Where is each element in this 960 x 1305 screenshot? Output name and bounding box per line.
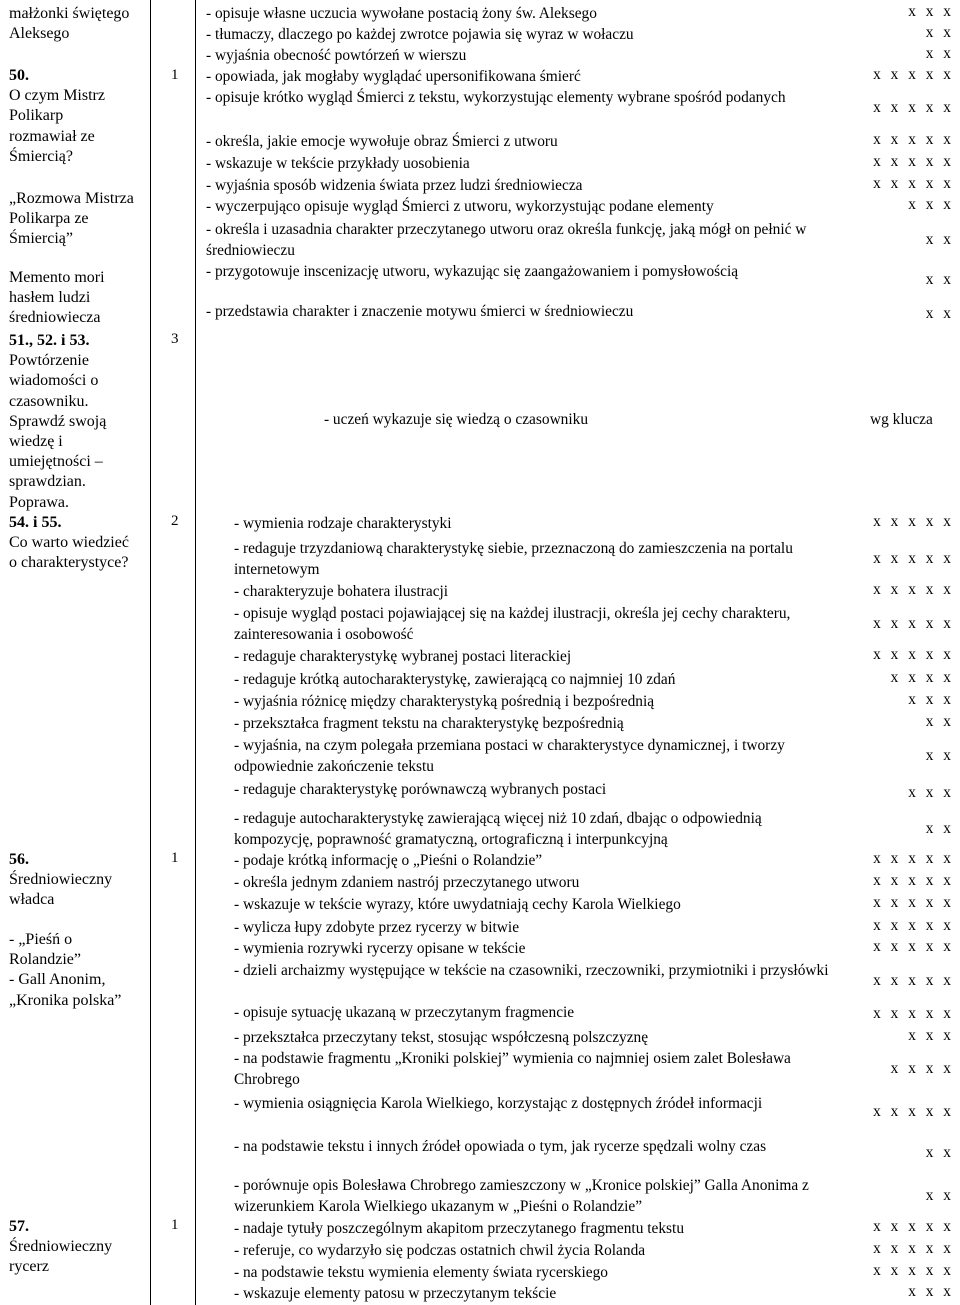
grade-marks: x x	[925, 45, 954, 62]
requirement-text: - określa, jakie emocje wywołuje obraz Śmierci z utworu	[206, 133, 558, 150]
topic-line: rycerz	[9, 1258, 49, 1276]
grade-marks: x x x x x	[873, 872, 954, 889]
lesson-number: 51., 52. i 53.	[9, 332, 90, 349]
grade-marks: x x x x x	[873, 972, 954, 989]
hours-value: 1	[171, 850, 179, 866]
requirement-text: - wymienia rozrywki rycerzy opisane w tekście	[234, 940, 526, 957]
requirement-text: - wyczerpująco opisuje wygląd Śmierci z utworu, wykorzystując podane elementy	[206, 198, 714, 215]
requirement-text: - na podstawie fragmentu „Kroniki polskiej” wymienia co najmniej osiem zalet Bolesława Chrobrego	[234, 1050, 791, 1088]
grade-marks: x x	[925, 305, 954, 322]
hours-value: 2	[171, 513, 179, 529]
grade-marks: x x x x x	[873, 1005, 954, 1022]
column-divider	[195, 0, 196, 1305]
topic-line: Rolandzie”	[9, 951, 81, 969]
topic-line: - „Pieśń o	[9, 931, 73, 948]
requirement-text: - nadaje tytuły poszczególnym akapitom przeczytanego fragmentu tekstu	[234, 1220, 685, 1237]
grade-marks: x x x	[908, 1027, 954, 1044]
lesson-51-53	[9, 331, 149, 513]
requirement-text: - redaguje krótką autocharakterystykę, zawierającą co najmniej 10 zdań	[234, 671, 676, 688]
requirement-text: - wskazuje w tekście przykłady uosobienia	[206, 155, 470, 172]
grade-marks: x x x x x	[873, 850, 954, 867]
grade-marks: x x x x x	[873, 153, 954, 170]
requirement-text: - przekształca przeczytany tekst, stosując współczesną polszczyznę	[234, 1029, 649, 1046]
lesson-56	[9, 850, 149, 911]
grading-key: wg klucza	[870, 411, 933, 428]
requirement-text: - opisuje sytuację ukazaną w przeczytanym fragmencie	[234, 1004, 575, 1021]
topic-line: „Rozmowa Mistrza	[9, 190, 134, 207]
hours-value: 3	[171, 331, 179, 347]
grade-marks: x x x x x	[873, 66, 954, 83]
requirement-text: - wymienia osiągnięcia Karola Wielkiego, korzystając z dostępnych źródeł informacji	[234, 1095, 763, 1112]
topics-column	[0, 0, 150, 1305]
requirement-text: - wyjaśnia, na czym polegała przemiana postaci w charakterystyce dynamicznej, i tworzy odpowiednie zakończenie tekstu	[234, 737, 785, 775]
requirement-text: - wyjaśnia obecność powtórzeń w wierszu	[206, 47, 467, 64]
grade-marks: x x x x x	[873, 646, 954, 663]
requirement-text: - wskazuje elementy patosu w przeczytanym tekście	[234, 1285, 557, 1302]
grade-marks: x x	[925, 271, 954, 288]
requirement-text: - przygotowuje inscenizację utworu, wykazując się zaangażowaniem i pomysłowością	[206, 263, 739, 280]
grade-marks: x x x x x	[873, 131, 954, 148]
topic-line: Aleksego	[9, 25, 70, 43]
grade-marks: x x x	[908, 196, 954, 213]
grade-marks: x x	[925, 747, 954, 764]
lesson-number: 57.	[9, 1218, 29, 1235]
topic-line: Śmiercią?	[9, 147, 73, 165]
grade-marks: x x	[925, 24, 954, 41]
grade-marks: x x	[925, 820, 954, 837]
topic-line: średniowiecza	[9, 309, 101, 327]
grade-marks: x x x x x	[873, 513, 954, 530]
grade-marks: x x x	[908, 1283, 954, 1300]
requirement-text: - określa jednym zdaniem nastrój przeczytanego utworu	[234, 874, 580, 891]
grade-marks: x x	[925, 1187, 954, 1204]
requirement-text: - przekształca fragment tekstu na charakterystykę bezpośrednią	[234, 715, 624, 732]
requirement-text: - wyjaśnia sposób widzenia świata przez ludzi średniowiecza	[206, 177, 583, 194]
grade-marks: x x x x x	[873, 1240, 954, 1257]
hours-column	[151, 0, 195, 1305]
topic-line: władca	[9, 891, 55, 909]
topic-line: O czym Mistrz	[9, 87, 105, 105]
topic-line: wiedzę i	[9, 433, 63, 451]
grade-marks: x x x x x	[873, 99, 954, 116]
topic-line: - Gall Anonim,	[9, 971, 106, 989]
requirement-text: - opowiada, jak mogłaby wyglądać upersonifikowana śmierć	[206, 68, 581, 85]
topic-line: Poprawa.	[9, 493, 69, 511]
requirement-text: - przedstawia charakter i znaczenie motywu śmierci w średniowieczu	[206, 303, 634, 320]
requirement-text: - porównuje opis Bolesława Chrobrego zamieszczony w „Kronice polskiej” Galla Anonima z wizerunkiem Karola Wielkiego ukazanym w „Pieśni o Rolandzie”	[234, 1177, 809, 1215]
requirement-text: - na podstawie tekstu i innych źródeł opowiada o tym, jak rycerze spędzali wolny czas	[234, 1138, 767, 1155]
requirement-text: - redaguje charakterystykę porównawczą wybranych postaci	[234, 781, 607, 798]
requirement-text: - opisuje krótko wygląd Śmierci z tekstu, wykorzystując elementy wybrane spośród podanych	[206, 89, 786, 106]
grade-marks: x x x x x	[873, 1103, 954, 1120]
lesson-54-55	[9, 513, 149, 574]
lesson-number: 56.	[9, 851, 29, 868]
requirement-text: - na podstawie tekstu wymienia elementy świata rycerskiego	[234, 1264, 608, 1281]
requirement-text: - redaguje trzyzdaniową charakterystykę siebie, przeznaczoną do zamieszczenia na portalu internetowym	[234, 540, 793, 578]
grade-marks: x x	[925, 231, 954, 248]
topic-line: czasowniku.	[9, 392, 89, 410]
requirement-text: - referuje, co wydarzyło się podczas ostatnich chwil życia Rolanda	[234, 1242, 646, 1259]
grade-marks: x x x x x	[873, 938, 954, 955]
verb-requirement: - uczeń wykazuje się wiedzą o czasowniku	[323, 411, 589, 428]
topic-line: Memento mori	[9, 269, 105, 286]
topic-line: o charakterystyce?	[9, 554, 129, 572]
requirement-text: - określa i uzasadnia charakter przeczytanego utworu oraz określa funkcję, jaką mógł on pełnić w średniowieczu	[206, 221, 807, 259]
requirement-text: - charakteryzuje bohatera ilustracji	[234, 583, 449, 600]
topic-line: Co warto wiedzieć	[9, 534, 129, 552]
hours-value: 1	[171, 1217, 179, 1233]
topic-line: „Kronika polska”	[9, 991, 122, 1009]
grade-marks: x x x x x	[873, 175, 954, 192]
topic-line: Polikarpa ze	[9, 210, 89, 228]
requirement-text: - redaguje charakterystykę wybranej postaci literackiej	[234, 648, 572, 665]
topic-line: małżonki świętego	[9, 5, 130, 22]
requirement-text: - tłumaczy, dlaczego po każdej zwrotce pojawia się wyraz w wołaczu	[206, 26, 634, 43]
grade-marks: x x x x x	[873, 550, 954, 567]
lesson-50	[9, 66, 149, 167]
grade-marks: x x x	[908, 3, 954, 20]
grade-marks: x x x x	[890, 669, 954, 686]
grade-marks: x x x x	[890, 1060, 954, 1077]
requirement-text: - wyjaśnia różnicę między charakterystyką pośrednią i bezpośrednią	[234, 693, 655, 710]
topic-line: wiadomości o	[9, 372, 99, 390]
requirement-text: - wskazuje w tekście wyrazy, które uwydatniają cechy Karola Wielkiego	[234, 896, 681, 913]
topic-line: umiejętności –	[9, 453, 103, 471]
grade-marks: x x x x x	[873, 581, 954, 598]
topic-block	[9, 4, 149, 44]
grade-marks: x x x x x	[873, 894, 954, 911]
requirement-text: - dzieli archaizmy występujące w tekście na czasowniki, rzeczowniki, przymiotniki i przysłówki	[234, 962, 829, 979]
topic-block	[9, 268, 149, 329]
requirement-text: - podaje krótką informację o „Pieśni o Rolandzie”	[234, 852, 543, 869]
topic-line: Śmiercią”	[9, 230, 73, 248]
requirement-text: - wylicza łupy zdobyte przez rycerzy w bitwie	[234, 919, 520, 936]
grade-marks: x x	[925, 1144, 954, 1161]
topic-line: Średniowieczny	[9, 1238, 113, 1256]
topic-line: rozmawiał ze	[9, 127, 95, 145]
grade-marks: x x x	[908, 784, 954, 801]
topic-line: Sprawdź swoją	[9, 412, 107, 430]
requirement-text: - wymienia rodzaje charakterystyki	[234, 515, 452, 532]
lesson-57	[9, 1217, 149, 1278]
hours-value: 1	[171, 67, 179, 83]
grade-marks: x x x x x	[873, 615, 954, 632]
lesson-number: 54. i 55.	[9, 514, 62, 531]
topic-block	[9, 930, 149, 1011]
topic-line: hasłem ludzi	[9, 289, 91, 307]
lesson-number: 50.	[9, 67, 29, 84]
topic-line: sprawdzian.	[9, 473, 86, 491]
topic-line: Polikarp	[9, 107, 64, 125]
requirement-text: - opisuje wygląd postaci pojawiającej się na każdej ilustracji, określa jej cechy charakteru, zainteresowania i osobowość	[234, 605, 791, 643]
topic-line: Średniowieczny	[9, 871, 113, 889]
grade-marks: x x x x x	[873, 1262, 954, 1279]
requirement-text: - opisuje własne uczucia wywołane postacią żony św. Aleksego	[206, 5, 597, 22]
grade-marks: x x	[925, 713, 954, 730]
topic-block	[9, 189, 149, 250]
grade-marks: x x x x x	[873, 1218, 954, 1235]
grade-marks: x x x x x	[873, 917, 954, 934]
topic-line: Powtórzenie	[9, 352, 89, 370]
requirement-text: - redaguje autocharakterystykę zawierającą więcej niż 10 zdań, dbając o odpowiednią kompozycję, poprawność gramatyczną, ortograficzną i interpunkcyjną	[234, 810, 762, 848]
grade-marks: x x x	[908, 691, 954, 708]
